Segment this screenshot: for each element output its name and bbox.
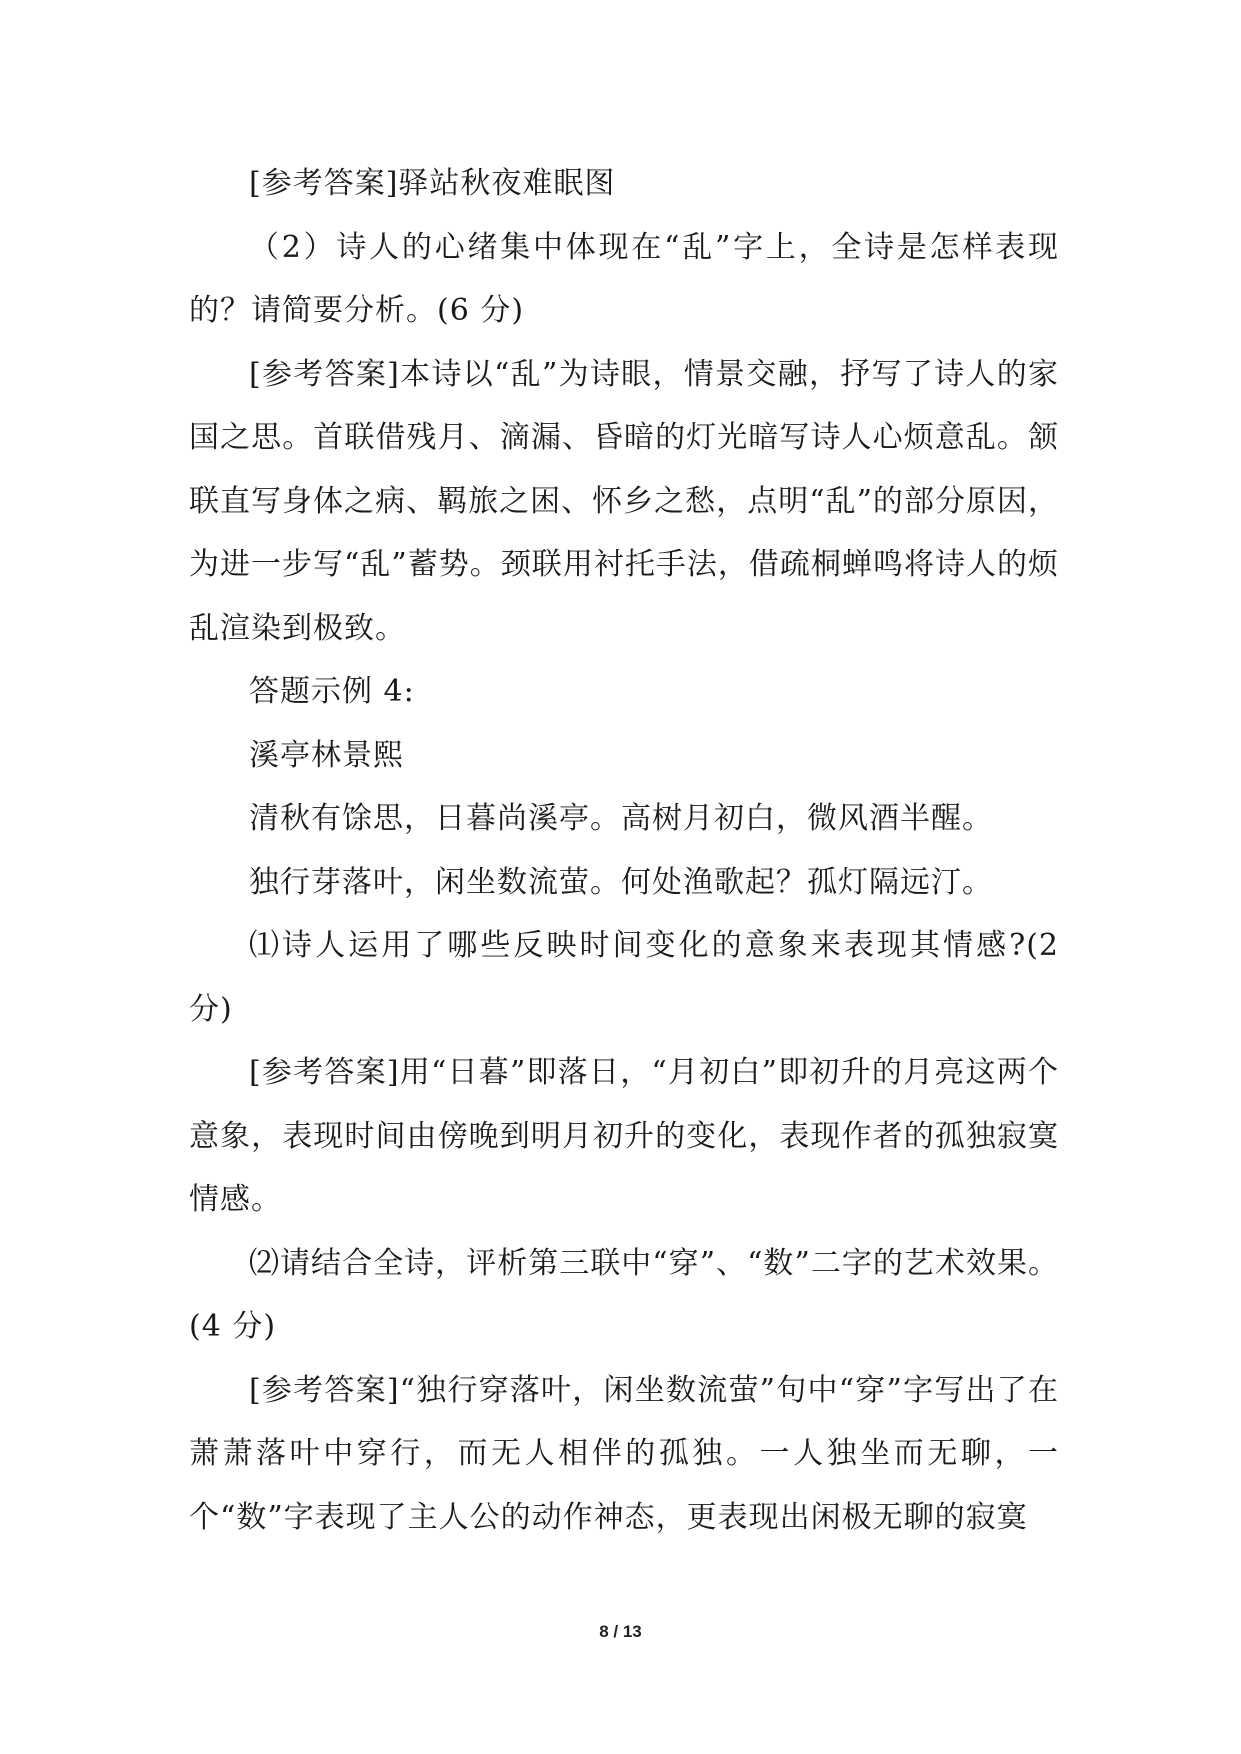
- poem-title: 溪亭林景熙: [249, 737, 404, 773]
- poem-line-1: 清秋有馀思，日暮尚溪亭。高树月初白，微风酒半醒。: [249, 801, 993, 836]
- answer-paragraph-2: [参考答案]本诗以“乱”为诗眼，情景交融，抒写了诗人的家国之思。首联借残月、滴漏、昏暗的灯光暗写诗人心烦意乱。颔联直写身体之病、羁旅之困、怀乡之愁，点明“乱”的部分原因，为进一步写“乱”蓄势。颈联用衬托手法，借疏桐蝉鸣将诗人的烦乱渲染到极致。: [189, 356, 1059, 646]
- poem-line-2: 独行芽落叶，闲坐数流萤。何处渔歌起？孤灯隔远汀。: [249, 864, 993, 900]
- answer-paragraph-3: [参考答案]用“日暮”即落日，“月初白”即初升的月亮这两个意象，表现时间由傍晚到明月初升的变化，表现作者的孤独寂寞情感。: [189, 1055, 1059, 1217]
- page-number: 8 / 13: [599, 1622, 642, 1641]
- example-heading: 答题示例 4:: [249, 674, 415, 709]
- question-paragraph-4: ⑵请结合全诗，评析第三联中“穿”、“数”二字的艺术效果。(4 分): [189, 1245, 1059, 1344]
- answer-paragraph-4: [参考答案]“独行穿落叶，闲坐数流萤”句中“穿”字写出了在萧萧落叶中穿行，而无人相伴的孤独。一人独坐而无聊，一个“数”字表现了主人公的动作神态，更表现出闲极无聊的寂寞: [189, 1372, 1059, 1535]
- question-paragraph-3: ⑴诗人运用了哪些反映时间变化的意象来表现其情感?(2 分): [189, 928, 1059, 1027]
- question-paragraph-2: （2）诗人的心绪集中体现在“乱”字上，全诗是怎样表现的？请简要分析。(6 分): [189, 229, 1059, 328]
- answer-paragraph-1: [参考答案]驿站秋夜难眠图: [249, 166, 616, 201]
- document-body: [189, 152, 1059, 1549]
